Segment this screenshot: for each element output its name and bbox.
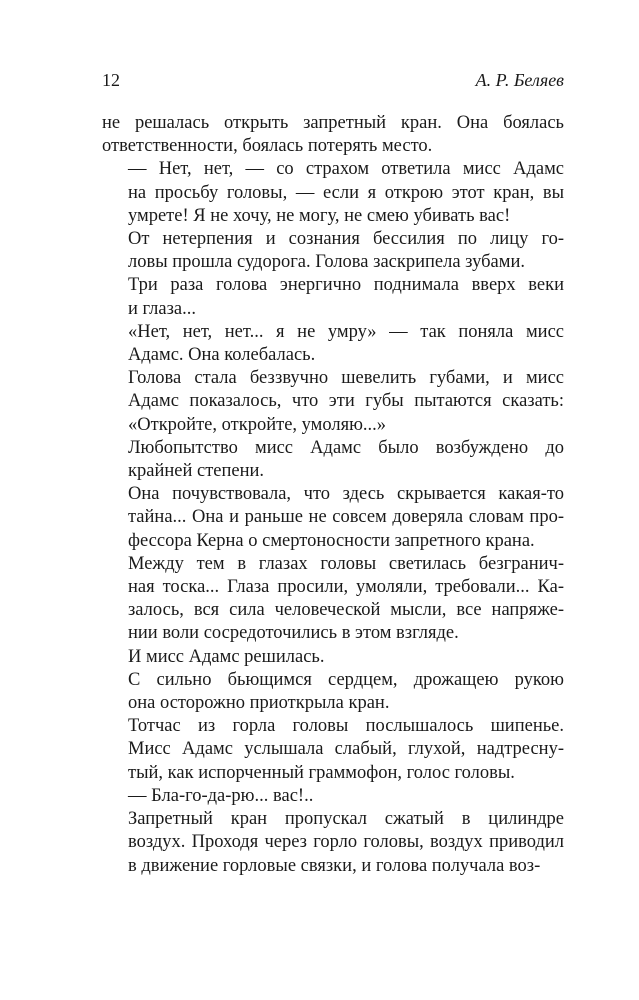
text-line: Между тем в глазах головы светилась безгранич- [128, 553, 564, 574]
body-text [102, 112, 564, 878]
text-line: крайней степени. [128, 461, 265, 482]
running-head [102, 70, 564, 98]
paragraph [102, 274, 564, 320]
paragraph [102, 437, 564, 483]
text-line: И мисс Адамс решилась. [128, 646, 325, 667]
text-line: тайна... Она и раньше не совсем доверяла словам про- [128, 507, 564, 528]
text-line: нии воли сосредоточились в этом взгляде. [128, 623, 459, 644]
text-line: тый, как испорченный граммофон, голос головы. [128, 762, 515, 783]
text-line: Адамс. Она колебалась. [128, 345, 316, 366]
text-line: Тотчас из горла головы послышалось шипенье. [128, 716, 564, 737]
text-line: залось, вся сила человеческой мысли, все напряже- [128, 600, 564, 621]
paragraph [102, 228, 564, 274]
paragraph [102, 112, 564, 158]
text-line: на просьбу головы, — если я открою этот кран, вы [128, 182, 564, 203]
paragraph [102, 669, 564, 715]
text-line: фессора Керна о смертоносности запретного крана. [128, 530, 535, 551]
text-line: воздух. Проходя через горло головы, воздух приводил [128, 832, 564, 853]
text-line: она осторожно приоткрыла кран. [128, 693, 390, 714]
text-line: ная тоска... Глаза просили, умоляли, требовали... Ка- [128, 577, 564, 598]
text-line: Три раза голова энергично поднимала вверх веки [128, 275, 564, 296]
text-line: ответственности, боялась потерять место. [102, 136, 433, 157]
text-line: умрете! Я не хочу, не могу, не смею убивать вас! [128, 205, 511, 226]
text-line: «Нет, нет, нет... я не умру» — так поняла мисс [128, 321, 564, 342]
paragraph [102, 367, 564, 437]
text-line: не решалась открыть запретный кран. Она боялась [102, 113, 564, 133]
text-line: и глаза... [128, 298, 197, 319]
page-number: 12 [102, 70, 120, 90]
paragraph [102, 715, 564, 785]
paragraph [102, 785, 564, 808]
paragraph [102, 321, 564, 367]
paragraph [102, 158, 564, 228]
text-line: От нетерпения и сознания бессилия по лицу го- [128, 229, 564, 250]
text-line: — Бла-го-да-рю... вас!.. [128, 785, 314, 806]
text-line: — Нет, нет, — со страхом ответила мисс Адамс [128, 159, 564, 180]
running-head-author: А. Р. Беляев [475, 70, 564, 90]
text-line: Она почувствовала, что здесь скрывается какая-то [128, 484, 564, 505]
text-line: Запретный кран пропускал сжатый в цилиндре [128, 809, 564, 830]
text-line: Голова стала беззвучно шевелить губами, и мисс [128, 368, 564, 389]
book-page [102, 70, 564, 878]
text-line: Мисс Адамс услышала слабый, глухой, надтресну- [128, 739, 564, 760]
paragraph [102, 483, 564, 553]
text-line: «Откройте, откройте, умоляю...» [128, 414, 387, 435]
text-line: Адамс показалось, что эти губы пытаются сказать: [128, 391, 564, 412]
text-line: С сильно бьющимся сердцем, дрожащею рукою [128, 669, 564, 690]
paragraph [102, 808, 564, 878]
paragraph [102, 646, 564, 669]
paragraph [102, 553, 564, 646]
text-line: Любопытство мисс Адамс было возбуждено до [128, 437, 564, 458]
text-line: ловы прошла судорога. Голова заскрипела зубами. [128, 252, 525, 273]
text-line: в движение горловые связки, и голова получала воз- [128, 855, 541, 876]
